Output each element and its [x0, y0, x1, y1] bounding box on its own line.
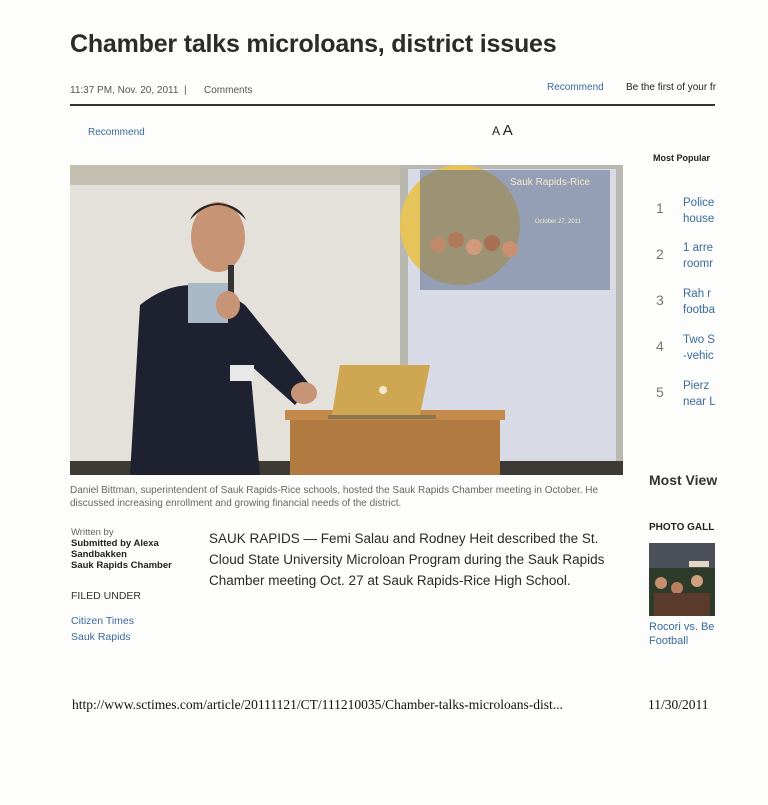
popular-link-5[interactable]: Pierz near L: [683, 380, 716, 408]
tag-link-citizen-times[interactable]: Citizen Times: [71, 615, 135, 627]
be-first-text: Be the first of your fr: [626, 82, 716, 93]
popular-rank-1: 1: [656, 200, 664, 216]
article-photo[interactable]: [70, 165, 623, 475]
headline: Chamber talks microloans, district issues: [70, 30, 557, 58]
comments-link[interactable]: Comments: [204, 85, 253, 96]
recommend-link[interactable]: Recommend: [88, 127, 145, 138]
print-footer-url: http://www.sctimes.com/article/20111121/CT/111210035/Chamber-talks-microloans-dist...: [72, 697, 563, 712]
popular-link-4[interactable]: Two S -vehic: [683, 334, 715, 362]
author-org: Sauk Rapids Chamber: [71, 560, 172, 571]
popular-link-2[interactable]: 1 arre roomr: [683, 242, 714, 270]
filed-under-label: FILED UNDER: [71, 590, 142, 602]
popular-rank-3: 3: [656, 292, 664, 308]
print-footer-date: 11/30/2011: [648, 697, 709, 712]
most-popular-heading: Most Popular: [653, 153, 711, 163]
slide-title: Sauk Rapids-Rice: [510, 177, 591, 188]
recommend-link-top[interactable]: Recommend: [547, 82, 604, 93]
popular-rank-4: 4: [656, 338, 664, 354]
timestamp: 11:37 PM, Nov. 20, 2011 |: [70, 85, 187, 96]
byline: [71, 527, 206, 571]
popular-rank-2: 2: [656, 246, 664, 262]
popular-link-1[interactable]: Police house: [683, 197, 715, 225]
photo-caption: Daniel Bittman, superintendent of Sauk Rapids-Rice schools, hosted the Sauk Rapids Chamber meeting in October. He discussed increasing enrollment and growing financial needs of the district.: [70, 485, 599, 509]
article-lede: SAUK RAPIDS — Femi Salau and Rodney Heit described the St. Cloud State University Microloan Program during the Sauk Rapids Chamber meeting Oct. 27 at Sauk Rapids-Rice High School.: [209, 531, 605, 588]
header-divider: [70, 104, 715, 106]
font-size-control[interactable]: [492, 122, 513, 139]
font-larger-button[interactable]: A: [502, 122, 513, 139]
gallery-thumbnail[interactable]: [649, 543, 715, 616]
slide-date: October 27, 2011: [535, 219, 581, 225]
popular-rank-5: 5: [656, 384, 664, 400]
meta-bar: [70, 80, 715, 102]
gallery-illustration: [649, 543, 715, 616]
photo-gallery-heading: PHOTO GALL: [649, 522, 715, 533]
author-name: Submitted by Alexa Sandbakken: [71, 538, 159, 560]
tag-link-sauk-rapids[interactable]: Sauk Rapids: [71, 631, 131, 643]
gallery-caption-link[interactable]: Rocori vs. Be Football: [649, 621, 715, 647]
photo-illustration: [70, 165, 623, 475]
popular-link-3[interactable]: Rah r footba: [683, 288, 715, 316]
most-viewed-heading: Most View: [649, 472, 717, 488]
font-smaller-button[interactable]: A: [492, 124, 500, 138]
written-by-label: Written by: [71, 527, 114, 538]
